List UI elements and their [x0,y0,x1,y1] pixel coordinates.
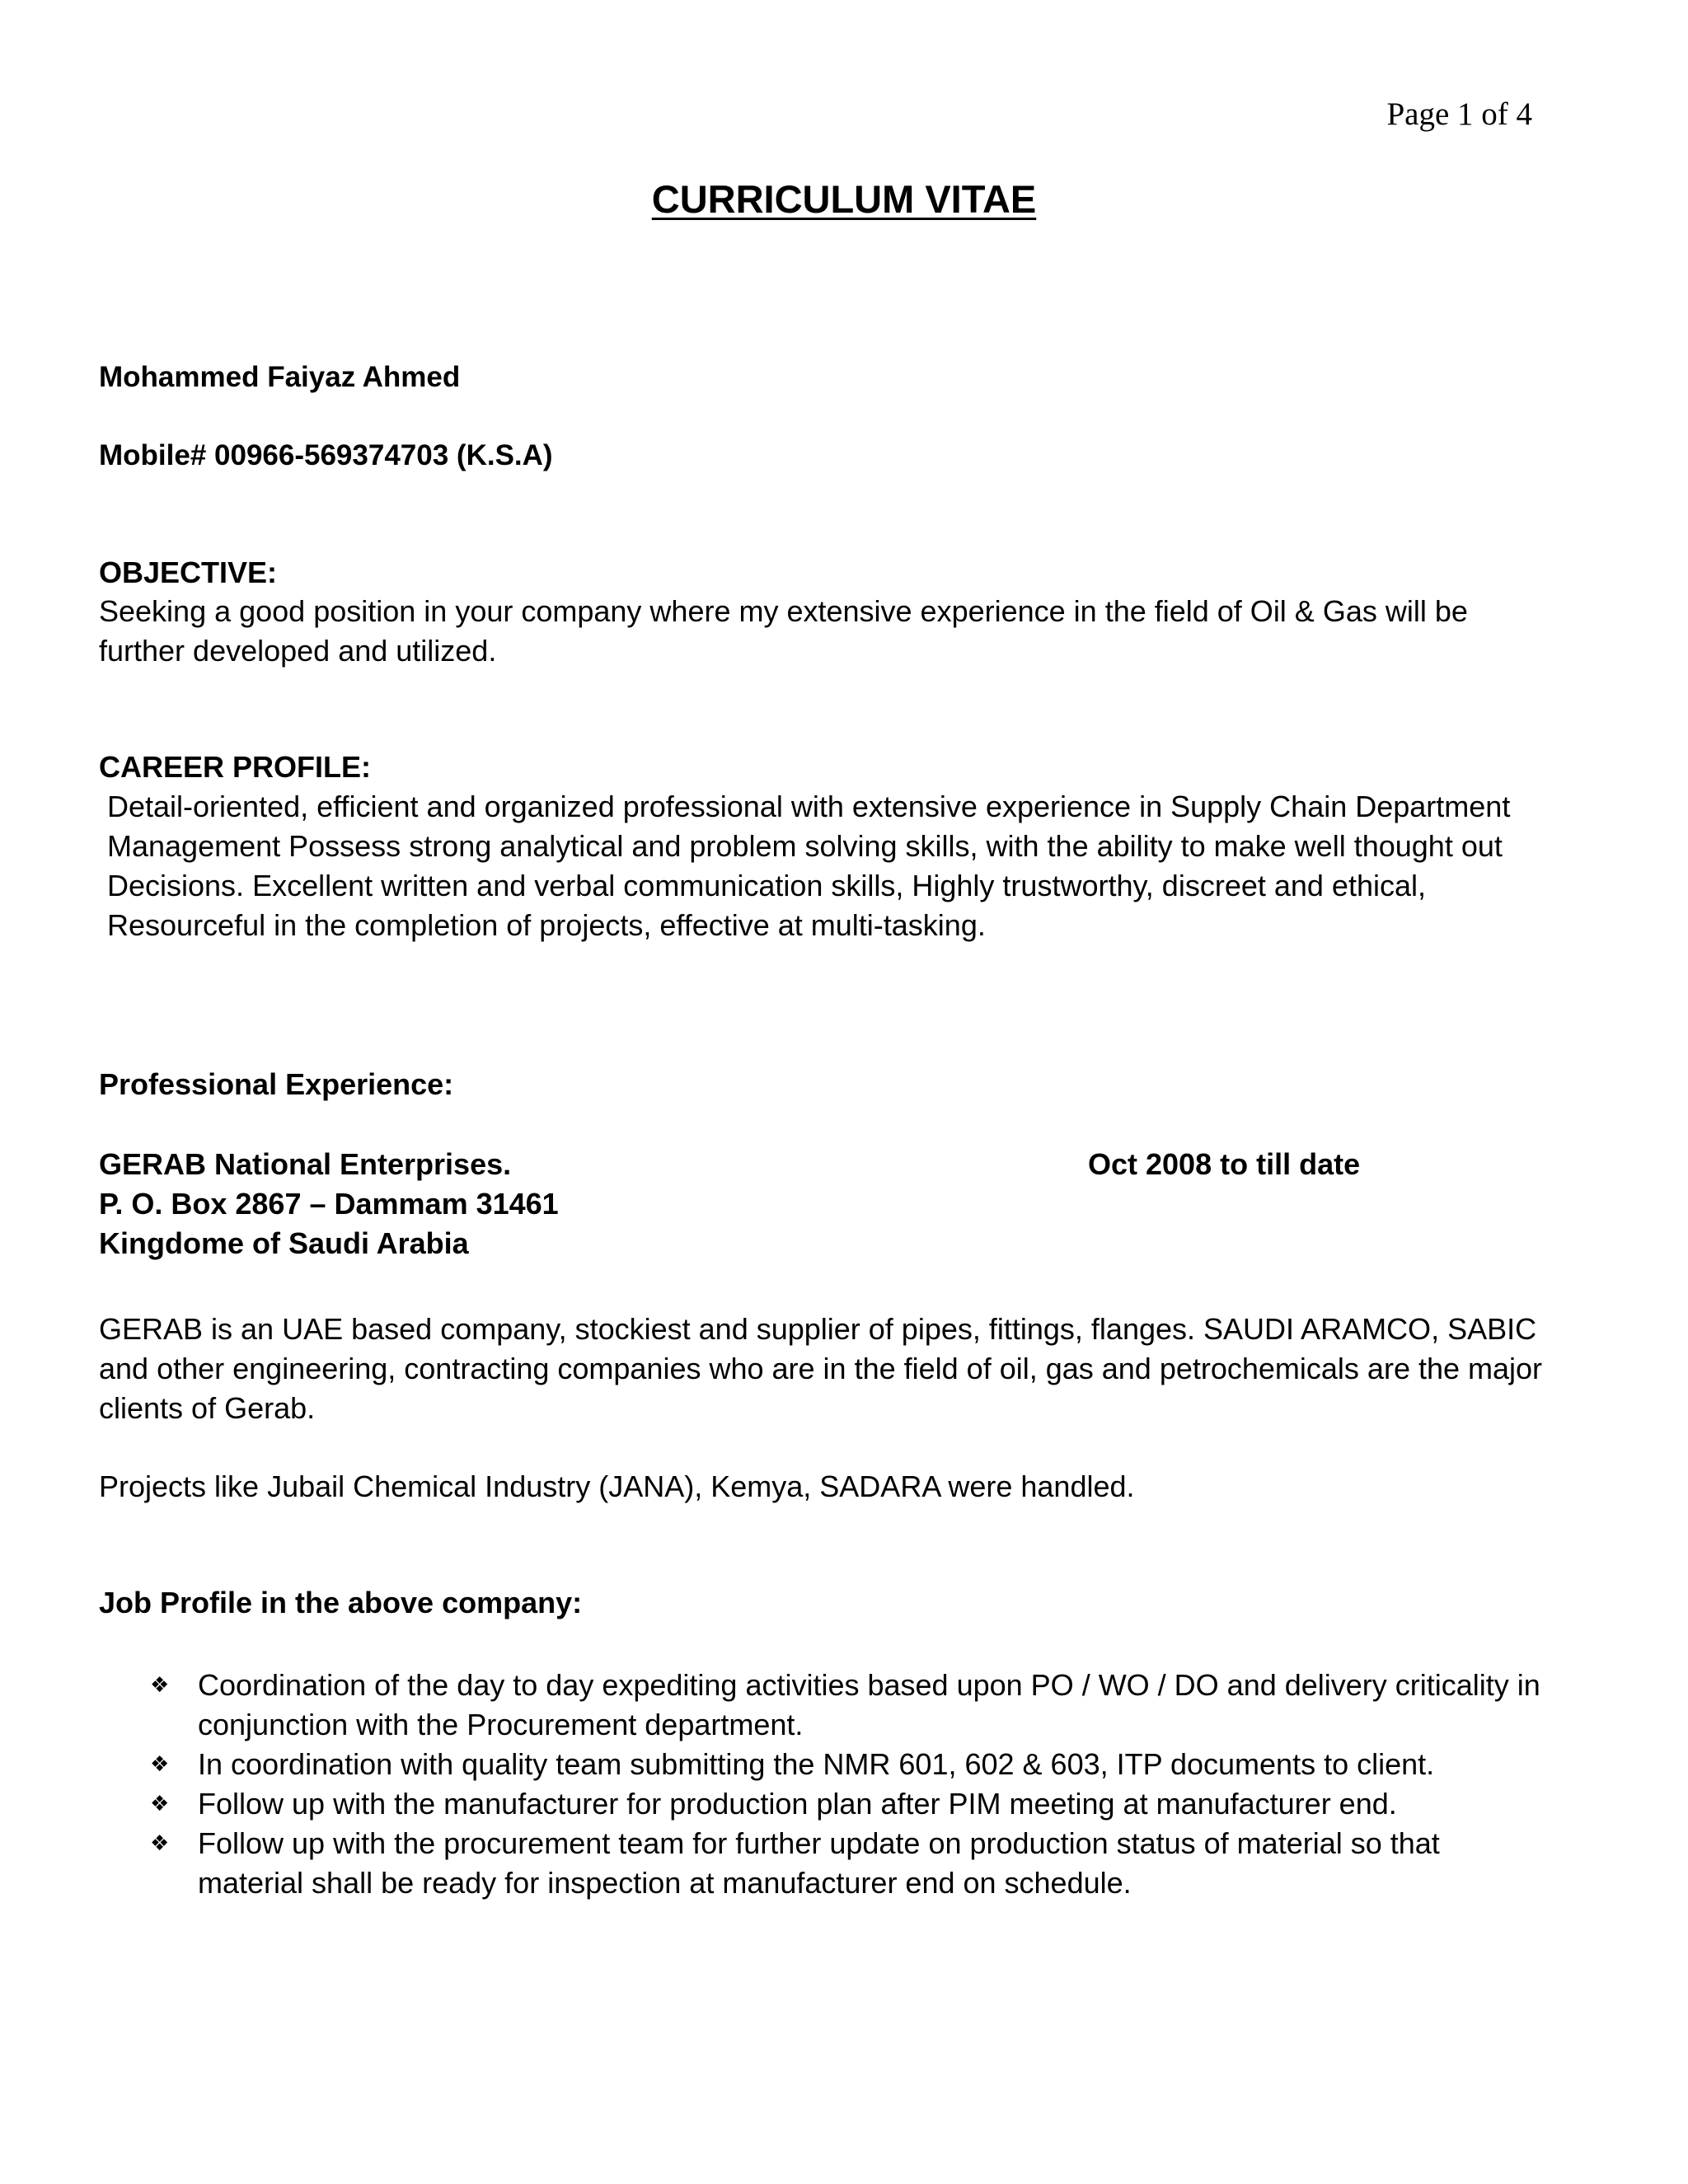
list-item [150,1824,1540,1903]
career-profile-line: Detail-oriented, efficient and organized professional with extensive experience in Supply Chain Department [107,790,1511,823]
document-title: CURRICULUM VITAE [651,177,1037,221]
job-profile-list [150,1666,1540,1903]
company-country: Kingdome of Saudi Arabia [99,1226,469,1260]
diamond-bullet-icon: ❖ [150,1673,170,1698]
career-profile-line: Decisions. Excellent written and verbal communication skills, Highly trustworthy, discreet and ethical, [107,869,1426,902]
diamond-bullet-icon: ❖ [150,1792,170,1816]
list-item-text: In coordination with quality team submitting the NMR 601, 602 & 603, ITP documents to client. [198,1747,1435,1781]
objective-line: Seeking a good position in your company where my extensive experience in the field of Oil & Gas will be [99,594,1468,628]
list-item [150,1666,1540,1745]
candidate-name: Mohammed Faiyaz Ahmed [99,361,461,393]
job-profile-heading: Job Profile in the above company: [99,1586,583,1619]
company-description-line: clients of Gerab. [99,1391,316,1425]
company-description-line: GERAB is an UAE based company, stockiest and supplier of pipes, fittings, flanges. SAUDI ARAMCO, SABIC [99,1312,1537,1346]
career-profile-line: Management Possess strong analytical and problem solving skills, with the ability to make well thought out [107,829,1503,863]
company-description-line: and other engineering, contracting companies who are in the field of oil, gas and petrochemicals are the major [99,1352,1543,1385]
career-profile-text [107,787,1510,945]
diamond-bullet-icon: ❖ [150,1831,170,1856]
list-item-text: material shall be ready for inspection at manufacturer end on schedule. [198,1866,1132,1900]
list-item [150,1784,1540,1824]
career-profile-line: Resourceful in the completion of projects, effective at multi-tasking. [107,908,986,942]
company-name: GERAB National Enterprises. [99,1147,512,1181]
mobile-number: Mobile# 00966-569374703 (K.S.A) [99,439,553,471]
experience-heading: Professional Experience: [99,1067,454,1101]
page-number: Page 1 of 4 [1386,96,1532,132]
projects-text [99,1467,1135,1507]
list-item-text: Follow up with the manufacturer for production plan after PIM meeting at manufacturer end. [198,1787,1397,1821]
list-item [150,1745,1540,1784]
projects-line: Projects like Jubail Chemical Industry (JANA), Kemya, SADARA were handled. [99,1469,1135,1503]
diamond-bullet-icon: ❖ [150,1752,170,1777]
objective-heading: OBJECTIVE: [99,555,278,589]
employment-period: Oct 2008 to till date [1088,1147,1361,1181]
career-profile-heading: CAREER PROFILE: [99,750,372,784]
list-item-text: conjunction with the Procurement department. [198,1708,804,1741]
company-description [99,1310,1542,1428]
objective-line: further developed and utilized. [99,634,497,668]
objective-text [99,592,1468,671]
company-address: P. O. Box 2867 – Dammam 31461 [99,1187,559,1221]
list-item-text: Coordination of the day to day expediting activities based upon PO / WO / DO and delivery criticality in [198,1668,1540,1702]
list-item-text: Follow up with the procurement team for further update on production status of material so that [198,1826,1440,1860]
